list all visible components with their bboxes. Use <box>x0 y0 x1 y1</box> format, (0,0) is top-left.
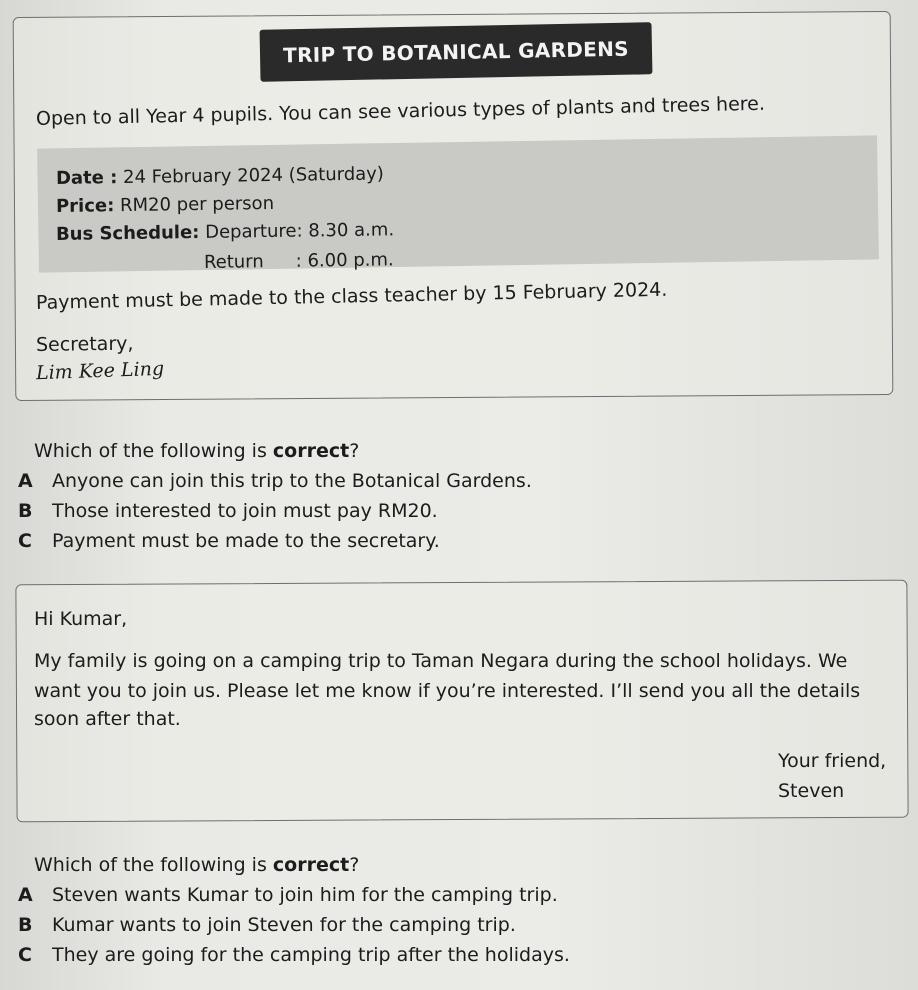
date-label: Date : <box>55 167 118 189</box>
question-1-option-a[interactable]: A Anyone can join this trip to the Botanical Gardens. <box>18 470 532 492</box>
secretary-signature: Lim Kee Ling <box>35 357 165 385</box>
question-1: Which of the following is correct? <box>34 440 360 462</box>
secretary-label: Secretary, <box>35 332 134 356</box>
question-2: Which of the following is correct? <box>34 854 360 876</box>
question-2-option-b[interactable]: B Kumar wants to join Steven for the camping trip. <box>18 914 516 936</box>
date-value: 24 February 2024 (Saturday) <box>122 163 385 189</box>
return-row <box>204 249 394 273</box>
letter-closing: Your friend, <box>778 750 887 772</box>
letter-body-line-2: want you to join us. Please let me know if you’re interested. I’ll send you all the details <box>34 680 861 702</box>
payment-note: Payment must be made to the class teacher by 15 February 2024. <box>35 278 668 314</box>
question-2-option-c[interactable]: C They are going for the camping trip after the holidays. <box>18 944 570 966</box>
letter-body-line-3: soon after that. <box>34 708 181 730</box>
notice-intro: Open to all Year 4 pupils. You can see various types of plants and trees here. <box>35 92 766 130</box>
notice-title: TRIP TO BOTANICAL GARDENS <box>260 22 653 82</box>
price-row <box>56 193 274 217</box>
letter-greeting: Hi Kumar, <box>34 608 128 630</box>
question-1-option-b[interactable]: B Those interested to join must pay RM20. <box>18 500 438 522</box>
question-2-option-a[interactable]: A Steven wants Kumar to join him for the camping trip. <box>18 884 558 906</box>
question-1-option-c[interactable]: C Payment must be made to the secretary. <box>18 530 440 552</box>
letter-body-line-1: My family is going on a camping trip to Taman Negara during the school holidays. We <box>34 650 848 672</box>
price-value: RM20 per person <box>119 192 275 217</box>
price-label: Price: <box>55 195 115 217</box>
letter-sender: Steven <box>778 780 845 802</box>
return-label: Return <box>203 251 264 273</box>
departure-value: Departure: 8.30 a.m. <box>205 219 395 243</box>
bus-schedule-label: Bus Schedule: <box>55 221 200 245</box>
return-value: : 6.00 p.m. <box>295 249 394 272</box>
